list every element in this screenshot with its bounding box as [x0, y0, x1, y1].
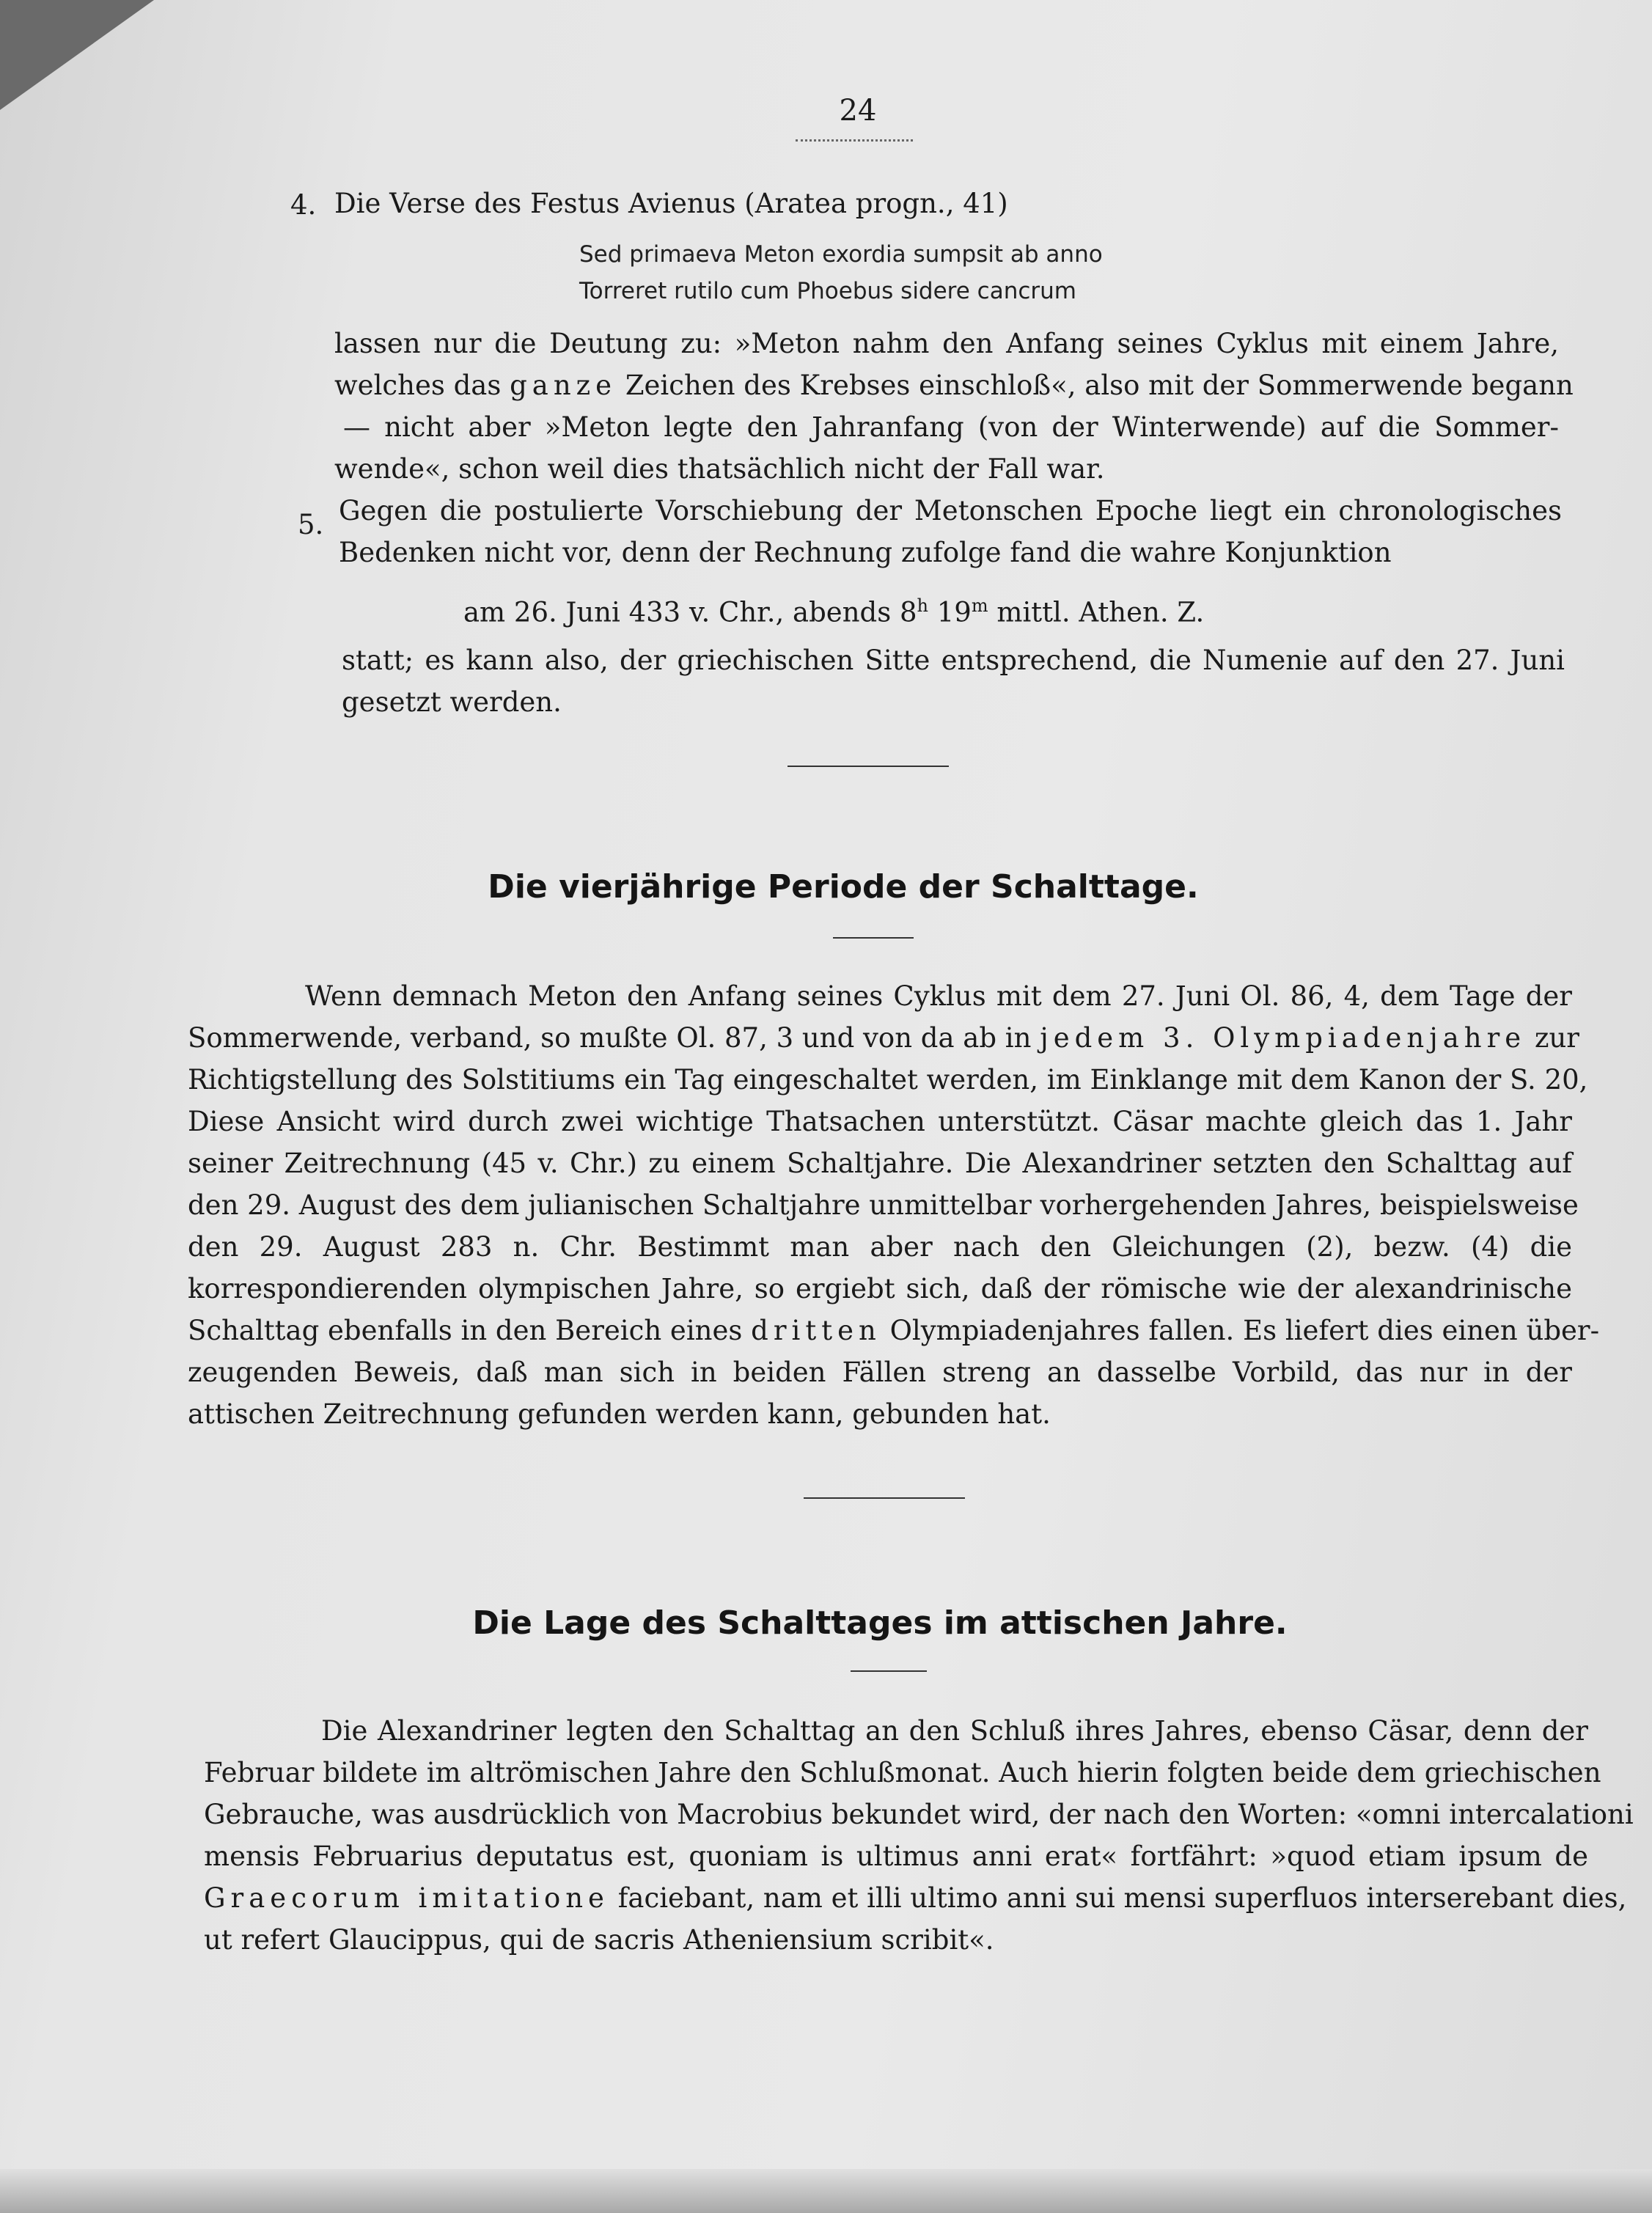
text-line: Gebrauche, was ausdrücklich von Macrobius bekundet wird, der nach den Worten: «omni intercalationi: [204, 1799, 1634, 1830]
conjunction-date: [463, 595, 1204, 628]
text-line: [188, 1017, 1579, 1059]
text-line: zeugenden Beweis, daß man sich in beiden Fällen streng an dasselbe Vorbild, das nur in der: [188, 1357, 1572, 1388]
text-line: Wenn demnach Meton den Anfang seines Cyklus mit dem 27. Juni Ol. 86, 4, dem Tage der: [305, 980, 1572, 1012]
page-corner-shadow: [0, 0, 154, 110]
spaced-emphasis: Graecorum imitatione: [204, 1882, 609, 1914]
text-line: lassen nur die Deutung zu: »Meton nahm den Anfang seines Cyklus mit einem Jahre,: [334, 328, 1559, 359]
spaced-emphasis: jedem 3. Olympiadenjahre: [1040, 1022, 1527, 1054]
text-span: Zeichen des Krebses einschloß«, also mit der Sommerwende begann: [617, 370, 1574, 401]
section5-paragraph: [339, 490, 1562, 573]
text-span: faciebant, nam et illi ultimo anni sui mensi superfluos interserebant dies,: [609, 1882, 1627, 1914]
text-line: Februar bildete im altrömischen Jahre den Schlußmonat. Auch hierin folgten beide dem griechischen: [204, 1757, 1601, 1788]
text-line: [204, 1877, 1627, 1919]
text-span: am 26. Juni 433 v. Chr., abends 8: [463, 596, 917, 628]
text-line: Die Alexandriner legten den Schalttag an den Schluß ihres Jahres, ebenso Cäsar, denn der: [321, 1715, 1588, 1747]
text-line: [188, 1310, 1600, 1351]
text-line: den 29. August 283 n. Chr. Bestimmt man aber nach den Gleichungen (2), bezw. (4) die: [188, 1231, 1572, 1263]
text-line: mensis Februarius deputatus est, quoniam is ultimus anni erat« fortfährt: »quod etiam ipsum de: [204, 1841, 1588, 1872]
text-line: den 29. August des dem julianischen Schaltjahre unmittelbar vorhergehenden Jahres, beispielsweise: [188, 1189, 1579, 1221]
text-line: ut refert Glaucippus, qui de sacris Atheniensium scribit«.: [204, 1924, 994, 1956]
text-line: wende«, schon weil dies thatsächlich nicht der Fall war.: [334, 453, 1105, 485]
text-line: Bedenken nicht vor, denn der Rechnung zufolge fand die wahre Konjunktion: [339, 537, 1392, 568]
superscript: m: [971, 595, 988, 616]
text-line: gesetzt werden.: [342, 686, 562, 718]
heading-underline: [833, 937, 914, 939]
text-line: attischen Zeitrechnung gefunden werden kann, gebunden hat.: [188, 1398, 1051, 1430]
section-divider: [804, 1497, 965, 1499]
item-number-4: 4.: [290, 189, 317, 221]
paragraph-lage: [204, 1710, 1634, 1961]
text-line: [334, 364, 1574, 406]
heading-underline: [851, 1670, 927, 1672]
page-number: 24: [839, 94, 877, 128]
text-span: Olympiadenjahres fallen. Es liefert dies einen über-: [881, 1315, 1600, 1346]
heading-lage-des-schalttages: Die Lage des Schalttages im attischen Jahre.: [472, 1604, 1288, 1642]
section4-paragraph: [334, 323, 1574, 490]
text-line: korrespondierenden olympischen Jahre, so ergiebt sich, daß der römische wie der alexandrinische: [188, 1273, 1572, 1304]
text-span: zur: [1526, 1022, 1579, 1054]
verse-line-2: Torreret rutilo cum Phoebus sidere cancrum: [579, 278, 1076, 304]
page-bottom-shadow: [0, 2169, 1652, 2213]
paragraph-periode: [188, 975, 1600, 1435]
section4-intro: Die Verse des Festus Avienus (Aratea progn., 41): [334, 188, 1008, 219]
text-span: 19: [928, 596, 972, 628]
page-number-underline: [796, 139, 913, 144]
text-line: seiner Zeitrechnung (45 v. Chr.) zu einem Schaltjahre. Die Alexandriner setzten den Schalttag auf: [188, 1148, 1572, 1179]
text-span: mittl. Athen. Z.: [988, 596, 1205, 628]
spaced-emphasis: ganze: [510, 370, 617, 401]
text-line: — nicht aber »Meton legte den Jahranfang (von der Winterwende) auf die Sommer-: [343, 411, 1559, 443]
item-number-5: 5.: [298, 509, 324, 540]
text-line: statt; es kann also, der griechischen Sitte entsprechend, die Numenie auf den 27. Juni: [342, 645, 1565, 676]
section5-continuation: [342, 639, 1565, 723]
section-divider: [788, 766, 949, 767]
heading-periode-der-schalttage: Die vierjährige Periode der Schalttage.: [488, 868, 1199, 906]
text-span: Sommerwende, verband, so mußte Ol. 87, 3 und von da ab in: [188, 1022, 1040, 1054]
verse-line-1: Sed primaeva Meton exordia sumpsit ab anno: [579, 241, 1103, 268]
text-line: Diese Ansicht wird durch zwei wichtige Thatsachen unterstützt. Cäsar machte gleich das 1. Jahr: [188, 1106, 1572, 1137]
text-line: Richtigstellung des Solstitiums ein Tag eingeschaltet werden, im Einklange mit dem Kanon der S. 20,: [188, 1064, 1588, 1096]
text-line: Gegen die postulierte Vorschiebung der Metonschen Epoche liegt ein chronologisches: [339, 495, 1562, 526]
spaced-emphasis: dritten: [751, 1315, 881, 1346]
text-span: Schalttag ebenfalls in den Bereich eines: [188, 1315, 752, 1346]
text-span: welches das: [334, 370, 510, 401]
superscript: h: [917, 595, 928, 616]
